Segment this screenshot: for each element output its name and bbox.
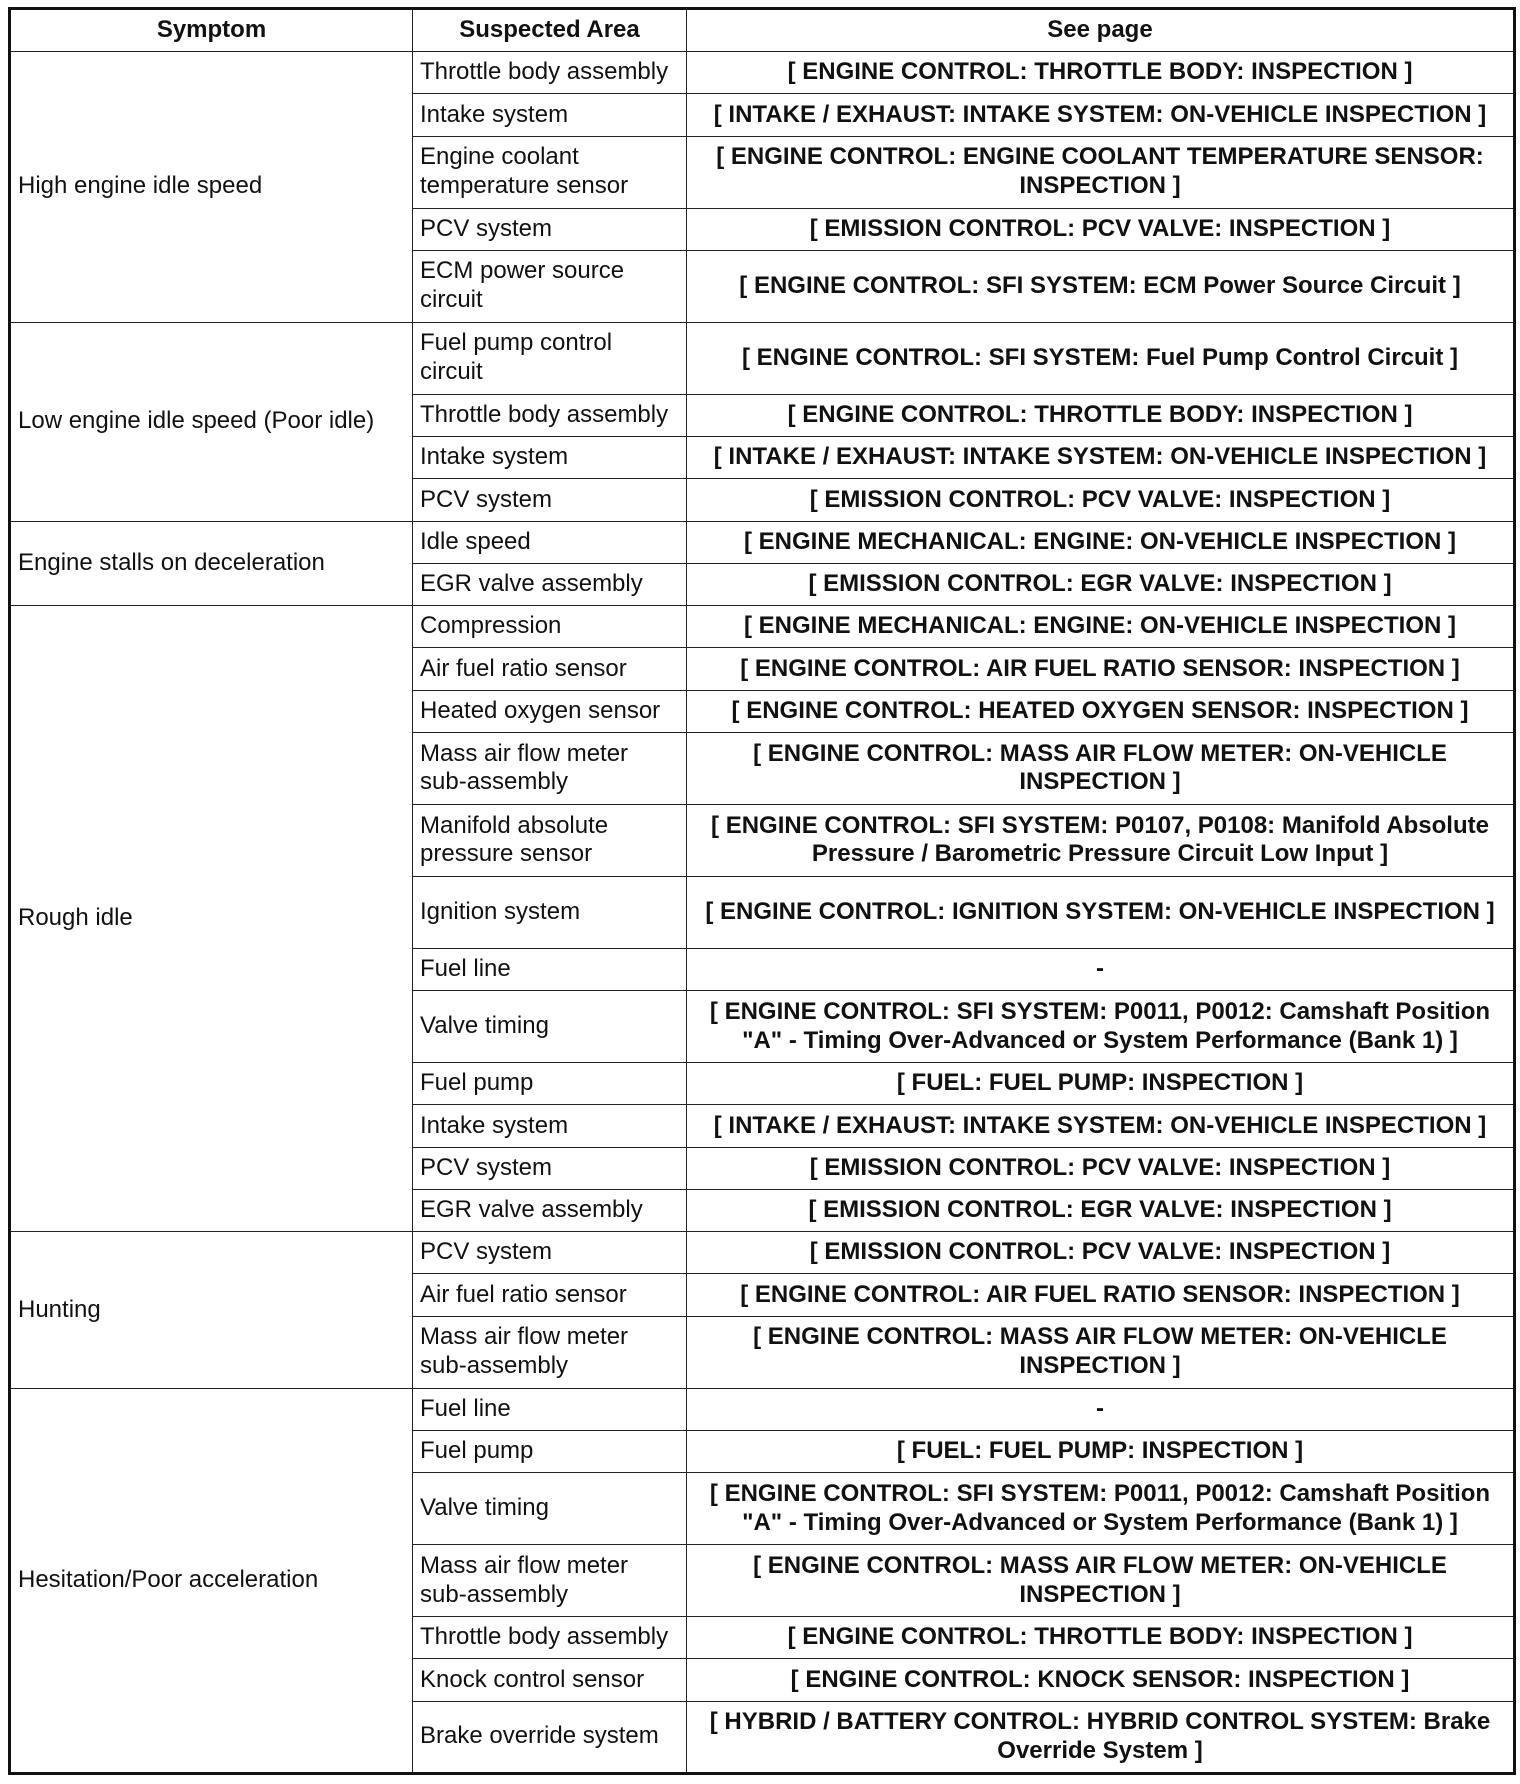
- see-page-cell: [ EMISSION CONTROL: EGR VALVE: INSPECTION ]: [687, 563, 1515, 605]
- suspected-area-cell: EGR valve assembly: [413, 563, 687, 605]
- suspected-area-cell: Intake system: [413, 1105, 687, 1147]
- symptom-table: [8, 7, 1516, 1775]
- see-page-cell: [ ENGINE CONTROL: AIR FUEL RATIO SENSOR: INSPECTION ]: [687, 1274, 1515, 1316]
- suspected-area-cell: PCV system: [413, 1147, 687, 1189]
- header-row: [10, 9, 1515, 52]
- see-page-cell: [ FUEL: FUEL PUMP: INSPECTION ]: [687, 1063, 1515, 1105]
- suspected-area-cell: Heated oxygen sensor: [413, 690, 687, 732]
- header-suspected-area: Suspected Area: [413, 9, 687, 52]
- symptom-cell: Engine stalls on deceleration: [10, 521, 413, 606]
- suspected-area-cell: Fuel pump control circuit: [413, 322, 687, 394]
- suspected-area-cell: Mass air flow meter sub-assembly: [413, 1545, 687, 1617]
- suspected-area-cell: Air fuel ratio sensor: [413, 1274, 687, 1316]
- suspected-area-cell: Ignition system: [413, 876, 687, 948]
- see-page-cell: [ ENGINE CONTROL: KNOCK SENSOR: INSPECTION ]: [687, 1659, 1515, 1701]
- symptom-cell: High engine idle speed: [10, 52, 413, 323]
- see-page-cell: [ ENGINE CONTROL: THROTTLE BODY: INSPECTION ]: [687, 394, 1515, 436]
- see-page-cell: [ ENGINE CONTROL: THROTTLE BODY: INSPECTION ]: [687, 52, 1515, 94]
- suspected-area-cell: Throttle body assembly: [413, 1617, 687, 1659]
- suspected-area-cell: PCV system: [413, 208, 687, 250]
- suspected-area-cell: Manifold absolute pressure sensor: [413, 804, 687, 876]
- table-row: [10, 606, 1515, 648]
- see-page-cell: [ EMISSION CONTROL: PCV VALVE: INSPECTION ]: [687, 1147, 1515, 1189]
- suspected-area-cell: Valve timing: [413, 1473, 687, 1545]
- table-row: [10, 1232, 1515, 1274]
- suspected-area-cell: ECM power source circuit: [413, 250, 687, 322]
- suspected-area-cell: Brake override system: [413, 1701, 687, 1773]
- see-page-cell: -: [687, 1388, 1515, 1430]
- header-see-page: See page: [687, 9, 1515, 52]
- suspected-area-cell: Mass air flow meter sub-assembly: [413, 732, 687, 804]
- see-page-cell: [ ENGINE CONTROL: SFI SYSTEM: P0107, P0108: Manifold Absolute Pressure / Barometric Pressure Circuit Low Input ]: [687, 804, 1515, 876]
- see-page-cell: [ ENGINE CONTROL: SFI SYSTEM: ECM Power Source Circuit ]: [687, 250, 1515, 322]
- see-page-cell: [ ENGINE CONTROL: SFI SYSTEM: P0011, P0012: Camshaft Position "A" - Timing Over-Advanced or System Performance (Bank 1) ]: [687, 991, 1515, 1063]
- suspected-area-cell: EGR valve assembly: [413, 1189, 687, 1231]
- suspected-area-cell: Intake system: [413, 94, 687, 136]
- symptom-cell: Hunting: [10, 1232, 413, 1389]
- see-page-cell: [ EMISSION CONTROL: PCV VALVE: INSPECTION ]: [687, 1232, 1515, 1274]
- table-row: [10, 521, 1515, 563]
- suspected-area-cell: PCV system: [413, 479, 687, 521]
- suspected-area-cell: Knock control sensor: [413, 1659, 687, 1701]
- see-page-cell: [ ENGINE CONTROL: SFI SYSTEM: P0011, P0012: Camshaft Position "A" - Timing Over-Advanced or System Performance (Bank 1) ]: [687, 1473, 1515, 1545]
- see-page-cell: [ ENGINE CONTROL: THROTTLE BODY: INSPECTION ]: [687, 1617, 1515, 1659]
- see-page-cell: [ FUEL: FUEL PUMP: INSPECTION ]: [687, 1430, 1515, 1472]
- suspected-area-cell: Valve timing: [413, 991, 687, 1063]
- symptom-cell: Rough idle: [10, 606, 413, 1232]
- see-page-cell: [ ENGINE CONTROL: MASS AIR FLOW METER: ON-VEHICLE INSPECTION ]: [687, 1316, 1515, 1388]
- see-page-cell: [ ENGINE CONTROL: MASS AIR FLOW METER: ON-VEHICLE INSPECTION ]: [687, 1545, 1515, 1617]
- see-page-cell: [ EMISSION CONTROL: PCV VALVE: INSPECTION ]: [687, 208, 1515, 250]
- see-page-cell: [ ENGINE CONTROL: IGNITION SYSTEM: ON-VEHICLE INSPECTION ]: [687, 876, 1515, 948]
- table-row: [10, 52, 1515, 94]
- see-page-cell: [ INTAKE / EXHAUST: INTAKE SYSTEM: ON-VEHICLE INSPECTION ]: [687, 1105, 1515, 1147]
- see-page-cell: [ ENGINE CONTROL: ENGINE COOLANT TEMPERATURE SENSOR: INSPECTION ]: [687, 136, 1515, 208]
- see-page-cell: [ ENGINE CONTROL: AIR FUEL RATIO SENSOR: INSPECTION ]: [687, 648, 1515, 690]
- table-row: [10, 1388, 1515, 1430]
- suspected-area-cell: Throttle body assembly: [413, 394, 687, 436]
- suspected-area-cell: Fuel pump: [413, 1430, 687, 1472]
- suspected-area-cell: Fuel line: [413, 948, 687, 990]
- symptom-cell: Hesitation/Poor acceleration: [10, 1388, 413, 1773]
- see-page-cell: [ ENGINE CONTROL: HEATED OXYGEN SENSOR: INSPECTION ]: [687, 690, 1515, 732]
- see-page-cell: [ ENGINE CONTROL: MASS AIR FLOW METER: ON-VEHICLE INSPECTION ]: [687, 732, 1515, 804]
- see-page-cell: [ INTAKE / EXHAUST: INTAKE SYSTEM: ON-VEHICLE INSPECTION ]: [687, 437, 1515, 479]
- see-page-cell: [ EMISSION CONTROL: PCV VALVE: INSPECTION ]: [687, 479, 1515, 521]
- header-symptom: Symptom: [10, 9, 413, 52]
- suspected-area-cell: Fuel pump: [413, 1063, 687, 1105]
- see-page-cell: -: [687, 948, 1515, 990]
- see-page-cell: [ HYBRID / BATTERY CONTROL: HYBRID CONTROL SYSTEM: Brake Override System ]: [687, 1701, 1515, 1773]
- see-page-cell: [ INTAKE / EXHAUST: INTAKE SYSTEM: ON-VEHICLE INSPECTION ]: [687, 94, 1515, 136]
- see-page-cell: [ EMISSION CONTROL: EGR VALVE: INSPECTION ]: [687, 1189, 1515, 1231]
- suspected-area-cell: Air fuel ratio sensor: [413, 648, 687, 690]
- suspected-area-cell: Throttle body assembly: [413, 52, 687, 94]
- suspected-area-cell: Engine coolant temperature sensor: [413, 136, 687, 208]
- see-page-cell: [ ENGINE MECHANICAL: ENGINE: ON-VEHICLE INSPECTION ]: [687, 521, 1515, 563]
- suspected-area-cell: Intake system: [413, 437, 687, 479]
- symptom-cell: Low engine idle speed (Poor idle): [10, 322, 413, 521]
- see-page-cell: [ ENGINE CONTROL: SFI SYSTEM: Fuel Pump Control Circuit ]: [687, 322, 1515, 394]
- table-row: [10, 322, 1515, 394]
- see-page-cell: [ ENGINE MECHANICAL: ENGINE: ON-VEHICLE INSPECTION ]: [687, 606, 1515, 648]
- table-body: [10, 52, 1515, 1774]
- suspected-area-cell: Compression: [413, 606, 687, 648]
- suspected-area-cell: Fuel line: [413, 1388, 687, 1430]
- suspected-area-cell: PCV system: [413, 1232, 687, 1274]
- suspected-area-cell: Idle speed: [413, 521, 687, 563]
- suspected-area-cell: Mass air flow meter sub-assembly: [413, 1316, 687, 1388]
